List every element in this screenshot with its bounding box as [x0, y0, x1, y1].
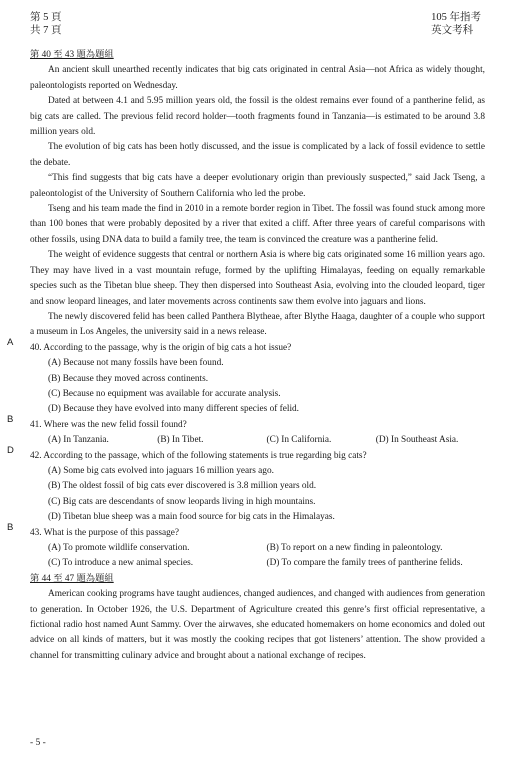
- question-40: [7, 336, 485, 418]
- answer-mark: B: [7, 413, 14, 425]
- header-right: [431, 11, 481, 37]
- option-row: [30, 556, 485, 571]
- option-row: [30, 541, 485, 556]
- option-b: (B) The oldest fossil of big cats ever discovered is 3.8 million years old.: [48, 481, 317, 492]
- option-a: (A) Because not many fossils have been found.: [48, 358, 224, 369]
- option-d: (D) Tibetan blue sheep was a main food source for big cats in the Himalayas.: [48, 512, 335, 523]
- option-b: (B) Because they moved across continents.: [48, 373, 209, 384]
- question-42: [7, 444, 485, 526]
- page-number: 第 5 頁: [30, 12, 62, 23]
- option-d: (D) Because they have evolved into many different species of felid.: [48, 404, 300, 415]
- exam-subject: 英文考科: [431, 25, 474, 36]
- passage1-paragraph: The weight of evidence suggests that central or northern Asia is where big cats originated some 16 million years ago. They may have lived in a vast mountain refuge, formed by the uplifting Himalayas, feeding on equally remarkable species such as the Tibetan blue sheep. They then dispersed into Southeast Asia, evolving into the clouded leopard, tiger and snow leopard lineages, and later movements across continents saw them evolve into jaguars and lions.: [30, 250, 485, 307]
- group-label-44-47: 第 44 至 47 題為題組: [30, 573, 114, 584]
- group-label-40-43: 第 40 至 43 題為題組: [30, 50, 114, 60]
- passage1-paragraph: An ancient skull unearthed recently indicates that big cats originated in central Asia—not Africa as widely thought, paleontologists reported on Wednesday.: [30, 65, 485, 91]
- question-stem: 43. What is the purpose of this passage?: [30, 527, 180, 538]
- option-c: (C) To introduce a new animal species.: [48, 558, 194, 569]
- question-41: [7, 413, 485, 449]
- answer-mark: A: [7, 336, 14, 348]
- question-stem: 41. Where was the new felid fossil found?: [30, 419, 187, 430]
- passage1-paragraph: Tseng and his team made the find in 2010 in a remote border region in Tibet. The fossil was found stuck among more than 100 bones that were probably deposited by a river that exited a cliff. After three years of careful comparisons with other fossils, using DNA data to build a family tree, the team is convinced the creature was a pantherine felid.: [30, 204, 485, 245]
- passage2-paragraph: American cooking programs have taught audiences, changed audiences, and changed with audiences from generation to generation. In October 1926, the U.S. Department of Agriculture created this genre’s first official representative, a fictional radio host named Aunt Sammy. Over the airwaves, she educated homemakers on home economics and doled out advice on all kinds of matters, but it was mostly the cooking recipes that got listeners’ attention. The show provided a channel for transmitting culinary advice and brought about a national exchange of recipes.: [30, 589, 485, 661]
- answer-mark: B: [7, 521, 14, 533]
- option-row: [30, 433, 485, 448]
- option-d: (D) To compare the family trees of pantherine felids.: [266, 558, 463, 569]
- question-stem: 40. According to the passage, why is the origin of big cats a hot issue?: [30, 342, 292, 353]
- option-b: (B) To report on a new finding in paleontology.: [266, 543, 443, 553]
- question-43: [7, 521, 485, 572]
- page-footer: - 5 -: [30, 738, 46, 748]
- option-c: (C) Because no equipment was available for accurate analysis.: [48, 388, 281, 399]
- passage1-paragraph: The newly discovered felid has been called Panthera Blytheae, after Blythe Haaga, daughter of a couple who support a museum in Los Angeles, the university said in a news release.: [30, 311, 485, 338]
- main-content: [7, 48, 485, 664]
- question-stem: 42. According to the passage, which of the following statements is true regarding big cats?: [30, 450, 367, 461]
- answer-mark: D: [7, 444, 14, 456]
- option-a: (A) Some big cats evolved into jaguars 16 million years ago.: [48, 465, 274, 476]
- option-c: (C) Big cats are descendants of snow leopards living in high mountains.: [48, 496, 316, 507]
- passage1-paragraph: “This find suggests that big cats have a deeper evolutionary origin than previously suspected,” said Jack Tseng, a paleontologist of the University of Southern California who led the probe.: [30, 173, 485, 199]
- option-c: (C) In California.: [266, 435, 332, 446]
- option-a: (A) In Tanzania.: [48, 435, 109, 446]
- option-a: (A) To promote wildlife conservation.: [48, 543, 190, 553]
- header-left: [30, 11, 62, 37]
- option-b: (B) In Tibet.: [157, 435, 204, 446]
- option-d: (D) In Southeast Asia.: [375, 435, 459, 446]
- passage1-paragraph: The evolution of big cats has been hotly discussed, and the issue is complicated by a lack of fossil evidence to settle the debate.: [30, 142, 485, 168]
- passage1-paragraph: Dated at between 4.1 and 5.95 million years old, the fossil is the oldest remains ever found of a pantherine felid, as big cats are called. The previous felid record holder—tooth fragments found in Tanzania—is estimated to be around 3.8 million years old.: [30, 96, 485, 138]
- page-total: 共 7 頁: [30, 25, 62, 36]
- exam-name: 105 年指考: [431, 12, 481, 23]
